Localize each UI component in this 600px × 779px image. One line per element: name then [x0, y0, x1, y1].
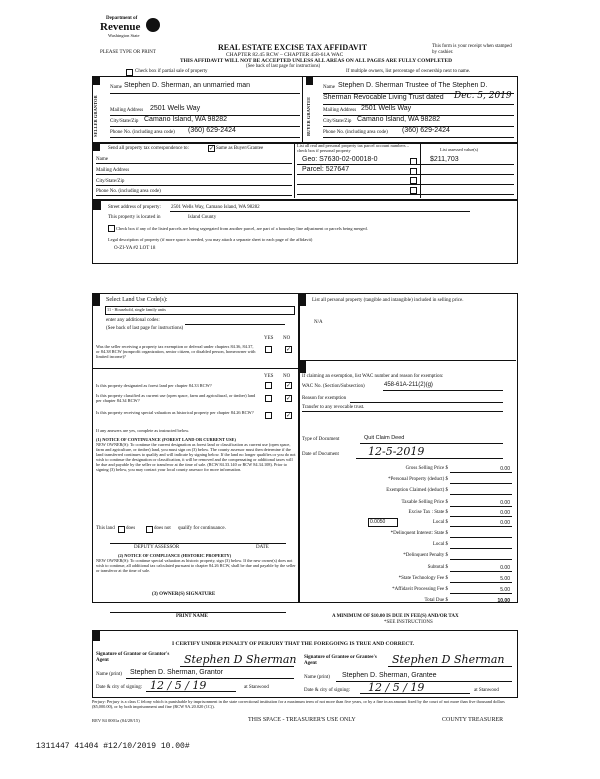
- section-5-marker: [93, 294, 100, 306]
- total-label: Total Due $: [424, 598, 448, 603]
- grantee-signature[interactable]: Stephen D Sherman: [392, 653, 505, 666]
- seller-buyer-divider: [302, 77, 303, 142]
- parcel-line-1: [297, 164, 514, 165]
- q-forest-no[interactable]: ✓: [286, 382, 292, 389]
- buyer-name-label: Name: [323, 85, 335, 90]
- grantor-signature[interactable]: Stephen D Sherman: [184, 653, 297, 666]
- seller-mailing-label: Mailing Address: [110, 108, 144, 113]
- reason-label: Reason for exemption: [302, 396, 347, 401]
- q-forest: Is this property designated as forest land per chapter 84.33 RCW?: [96, 383, 212, 388]
- same-as-buyer-checkbox[interactable]: ✓: [209, 145, 215, 152]
- enter-additional-label: enter any additional codes:: [106, 318, 160, 323]
- corr-city-line: [96, 185, 292, 186]
- grantee-name-label: Name (print): [304, 675, 330, 680]
- owner-signature-label: (3) OWNER(S) SIGNATURE: [152, 592, 216, 597]
- local-line: [450, 526, 512, 527]
- corr-phone-line: [96, 195, 292, 196]
- doc-date-value[interactable]: 12-5-2019: [368, 445, 425, 458]
- grantor-date-line: [146, 691, 236, 692]
- gross-value[interactable]: 0.00: [500, 466, 510, 472]
- gross-line: [450, 472, 512, 473]
- no-header-1: NO: [283, 336, 291, 341]
- subtotal-label: Subtotal $: [427, 565, 448, 570]
- seller-mailing[interactable]: 2501 Wells Way: [150, 105, 201, 112]
- seller-side-label: SELLER GRANTOR: [93, 95, 98, 137]
- buyer-name-line1[interactable]: Stephen D. Sherman Trustee of The Stephen D.: [338, 82, 488, 89]
- grantor-name[interactable]: Stephen D. Sherman, Grantor: [130, 669, 223, 676]
- personal-property-label: List all personal property (tangible and intangible) included in selling price.: [312, 298, 464, 303]
- parcel-line-4: [297, 194, 514, 195]
- q-exemption-yes[interactable]: [265, 346, 272, 353]
- buyer-name-date[interactable]: Dec. 5, 2019: [454, 91, 512, 101]
- q-current-use: Is this property classified as current use (open space, farm and agricultural, or timber) land per chapter 84.34 RCW?: [96, 393, 256, 404]
- corr-name-label: Name: [96, 157, 108, 162]
- delinq-penalty-line: [450, 559, 512, 560]
- exemption-deduct-label: Exemption Claimed (deduct) $: [386, 488, 448, 493]
- buyer-phone-line: [323, 137, 514, 138]
- deputy-date-label: DATE: [256, 545, 269, 550]
- delinq-local-label: Local $: [432, 542, 448, 547]
- subtotal-line: [450, 571, 512, 572]
- section-7-marker: [299, 361, 306, 373]
- multiple-owners-note: If multiple owners, list percentage of ownership next to name.: [346, 69, 471, 74]
- q-historical-no[interactable]: ✓: [286, 412, 292, 419]
- seller-name[interactable]: Stephen D. Sherman, an unmarried man: [124, 82, 251, 89]
- taxable-label: Taxable Selling Price $: [401, 500, 448, 505]
- form-see-back: (See back of last page for instructions): [246, 64, 321, 69]
- local-label: Local $: [432, 520, 448, 525]
- receipt-note: This form is your receipt when stamped by cashier.: [432, 44, 512, 55]
- q-current-use-yes[interactable]: [265, 395, 272, 402]
- grantee-date[interactable]: 12 / 5 / 19: [368, 681, 425, 694]
- corr-mailing-label: Mailing Address: [96, 168, 130, 173]
- parcel-assessed-divider: [420, 142, 421, 198]
- corr-name-line: [96, 163, 292, 164]
- treasurer-use: THIS SPACE - TREASURER'S USE ONLY: [248, 717, 356, 723]
- notice2-body: NEW OWNER(S): To continue special valuation as historic property, sign (3) below. If the new owner(s) does not wish to continue, all additional tax calculated pursuant to chapter 84.26 RCW, shall be due and payable by the seller or transferor at the time of sale.: [96, 558, 296, 573]
- seller-city-label: City/State/Zip: [110, 119, 139, 124]
- doc-type-line: [360, 443, 503, 444]
- deputy-assessor-line: [110, 543, 286, 544]
- personal-property-value[interactable]: N/A: [314, 320, 323, 325]
- parcel-4-personal-checkbox[interactable]: [410, 187, 417, 194]
- q-exemption-no[interactable]: ✓: [286, 346, 292, 353]
- this-land-label: This land: [96, 526, 115, 531]
- segregated-label: Check box if any of the listed parcels are being segregated from another parcel, are part of a boundary line adjustment or parcels being merged.: [116, 226, 368, 231]
- seller-city[interactable]: Camano Island, WA 98282: [144, 116, 228, 123]
- grantor-name-label: Name (print): [96, 672, 122, 677]
- grantor-sig-label: Signature of Grantor or Grantor's Agent: [96, 652, 170, 663]
- seller-phone-line: [110, 137, 300, 138]
- seller-name-label: Name: [110, 85, 122, 90]
- parcel-line-2: [297, 174, 514, 175]
- legal-value[interactable]: O-ZI-YA #2 LOT 18: [114, 246, 156, 251]
- q-historical-yes[interactable]: [265, 412, 272, 419]
- section-3-marker: [93, 143, 100, 151]
- street-line: [170, 211, 470, 212]
- land-does-label: does: [126, 526, 136, 531]
- dept-line1: Department of: [106, 16, 138, 21]
- no-header-2: NO: [283, 374, 291, 379]
- yes-header-2: YES: [264, 374, 274, 379]
- street-value[interactable]: 2501 Wells Way, Camano Island, WA 98282: [171, 205, 260, 210]
- personal-deduct-label: *Personal Property (deduct) $: [388, 477, 448, 482]
- wac-label: WAC No. (Section/Subsection): [302, 384, 365, 389]
- grantor-date[interactable]: 12 / 5 / 19: [150, 679, 207, 692]
- see-instructions: *SEE INSTRUCTIONS: [384, 620, 433, 625]
- reason-value[interactable]: Transfer to any revocable trust.: [302, 405, 365, 410]
- select-land-use-label: Select Land Use Code(s):: [106, 297, 168, 303]
- personal-property-rule: [299, 360, 516, 361]
- revenue-logo: [100, 16, 162, 42]
- excise-state-line: [450, 516, 512, 517]
- taxable-line: [450, 506, 512, 507]
- taxable-value[interactable]: 0.00: [500, 500, 510, 506]
- form-title: REAL ESTATE EXCISE TAX AFFIDAVIT: [218, 43, 368, 52]
- revenue-logo-mark: [146, 18, 160, 32]
- partial-sale-label: Check box if partial sale of property: [135, 69, 208, 74]
- grantee-name[interactable]: Stephen D. Sherman, Grantee: [342, 672, 437, 679]
- notice1-body: NEW OWNER(S): To continue the current designation as forest land or classification as current use (open space, farm and agriculture, or timber) land, you must sign on (3) below. The county assessor must then determine if the land transferred continues to qualify and will indicate by signing below. If the land no longer qualifies or you do not wish to continue the designation or classification, it will be removed and the compensating or additional taxes will be due and payable by the seller or transferor at the time of sale. (RCW 84.33.140 or RCW 84.34.108). Prior to signing (3) below, you may contact your local county assessor for more information.: [96, 442, 296, 472]
- land-does-checkbox[interactable]: [118, 526, 125, 533]
- county-treasurer: COUNTY TREASURER: [442, 717, 504, 723]
- seller-name-line: [110, 93, 300, 94]
- total-value[interactable]: 10.00: [497, 598, 510, 604]
- grantee-city[interactable]: at Stanwood: [474, 688, 499, 693]
- section-2-marker: [306, 77, 313, 85]
- deputy-assessor-label: DEPUTY ASSESSOR: [134, 545, 180, 550]
- located-value[interactable]: Island County: [188, 215, 217, 220]
- buyer-phone[interactable]: (360) 629-2424: [402, 127, 450, 134]
- buyer-side-label: BUYER GRANTEE: [306, 96, 311, 136]
- grantor-date-label: Date & city of signing:: [96, 685, 143, 690]
- grantee-date-label: Date & city of signing:: [304, 688, 351, 693]
- corr-city-label: City/State/Zip: [96, 179, 125, 184]
- q-current-use-no[interactable]: ✓: [286, 395, 292, 402]
- rev-number: REV 84 0001a (04/28/15): [92, 718, 140, 723]
- land-does-not-label: does not: [154, 526, 171, 531]
- q-historical: Is this property receiving special valuation as historical property per chapter 84.26 RCW?: [96, 410, 254, 415]
- section-1-marker: [93, 77, 100, 85]
- assessed-header: List assessed value(s): [440, 147, 479, 152]
- qualify-label: qualify for continuance.: [178, 526, 226, 531]
- section-6-marker: [299, 294, 306, 306]
- located-label: This property is located in: [108, 215, 161, 220]
- form-chapter: CHAPTER 82.45 RCW – CHAPTER 458-61A WAC: [226, 52, 344, 58]
- wac-line: [383, 390, 503, 391]
- grantee-sig-line: [388, 666, 512, 667]
- local-value[interactable]: 0.00: [500, 520, 510, 526]
- print-name-line: [110, 612, 286, 613]
- doc-date-label: Date of Document: [302, 452, 339, 457]
- land-use-see-back: (See back of last page for instructions): [106, 326, 184, 331]
- yes-header-1: YES: [264, 336, 274, 341]
- exemption-deduct-line: [450, 494, 512, 495]
- seller-phone-label: Phone No. (including area code): [110, 130, 175, 135]
- doc-type-label: Type of Document: [302, 437, 340, 442]
- same-as-buyer-label: Same as Buyer/Grantee: [216, 146, 264, 151]
- grantor-sig-line: [180, 666, 294, 667]
- buyer-name-line2-rule: [323, 104, 514, 105]
- parcel-header: List all real and personal property tax parcel account numbers – check box if personal property: [297, 143, 409, 154]
- excise-state-value[interactable]: 0.00: [500, 510, 510, 516]
- partial-sale-checkbox[interactable]: [126, 69, 133, 76]
- buyer-mailing[interactable]: 2501 Wells Way: [361, 105, 412, 112]
- send-correspondence-label: Send all property tax correspondence to:: [108, 146, 189, 151]
- grantee-sig-label: Signature of Grantee or Grantee's Agent: [304, 655, 377, 666]
- parcel-line-3: [297, 184, 514, 185]
- recording-stamp: 1311447 41404 #12/10/2019 10.00#: [36, 742, 190, 751]
- corr-phone-label: Phone No. (including area code): [96, 189, 161, 194]
- subtotal-value[interactable]: 0.00: [500, 565, 510, 571]
- parcel-2[interactable]: Parcel: 527647: [302, 166, 350, 173]
- affidavit-fee-value[interactable]: 5.00: [500, 587, 510, 593]
- grantee-date-line: [360, 693, 470, 694]
- delinq-penalty-label: *Delinquent Penalty $: [403, 553, 448, 558]
- delinq-interest-label: *Delinquent Interest: State $: [390, 531, 448, 536]
- doc-date-line: [356, 458, 503, 459]
- segregated-checkbox[interactable]: [108, 225, 115, 232]
- local-rate[interactable]: 0.0050: [370, 519, 386, 525]
- additional-codes-line: [185, 324, 285, 325]
- tech-fee-line: [450, 582, 512, 583]
- excise-state-label: Excise Tax : State $: [408, 510, 448, 515]
- notice1-title: (1) NOTICE OF CONTINUANCE (FOREST LAND OR CURRENT USE): [96, 437, 236, 442]
- assessed-1[interactable]: $211,703: [430, 156, 459, 163]
- q-forest-yes[interactable]: [265, 382, 272, 389]
- delinq-local-line: [450, 548, 512, 549]
- section-8-marker: [93, 631, 100, 641]
- gross-label: Gross Selling Price $: [405, 466, 448, 471]
- buyer-city[interactable]: Camano Island, WA 98282: [357, 116, 441, 123]
- notice2-title: (2) NOTICE OF COMPLIANCE (HISTORIC PROPERTY): [118, 553, 232, 558]
- corr-mailing-line: [96, 174, 292, 175]
- certify-statement: I CERTIFY UNDER PENALTY OF PERJURY THAT THE FOREGOING IS TRUE AND CORRECT.: [172, 641, 415, 647]
- land-use-rule: [93, 368, 299, 369]
- land-use-code[interactable]: 11 - Household, single family units: [107, 307, 166, 312]
- street-label: Street address of property:: [108, 205, 161, 210]
- dept-line2: Revenue: [100, 21, 141, 33]
- form-warning: THIS AFFIDAVIT WILL NOT BE ACCEPTED UNLESS ALL AREAS ON ALL PAGES ARE FULLY COMPLETED: [180, 58, 453, 64]
- section-4-marker: [93, 201, 101, 210]
- reason-line-2: [302, 411, 503, 412]
- buyer-phone-label: Phone No. (including area code): [323, 130, 388, 135]
- parcel-3-personal-checkbox[interactable]: [410, 177, 417, 184]
- legal-label: Legal description of property (if more space is needed, you may attach a separate sheet to each page of the affidavit): [108, 237, 313, 242]
- parcel-1[interactable]: Geo: S7630-02-00018-0: [302, 156, 378, 163]
- exemption-claim-label: If claiming an exemption, list WAC number and reason for exemption:: [302, 374, 444, 379]
- if-yes-note: If any answers are yes, complete as instructed below.: [96, 428, 190, 433]
- buyer-name-line2[interactable]: Sherman Revocable Living Trust dated: [323, 94, 444, 101]
- affidavit-fee-line: [450, 593, 512, 594]
- delinq-interest-line: [450, 537, 512, 538]
- tech-fee-label: *State Technology Fee $: [398, 576, 448, 581]
- perjury-note: Perjury: Perjury is a class C felony which is punishable by imprisonment in the state correctional institution for a maximum term of not more than five years, or by a fine in an amount fixed by the court of not more than five thousand dollars ($5,000.00), or by both imprisonment and fine (RCW 9A.20.020 (1C)).: [92, 699, 505, 709]
- seller-phone[interactable]: (360) 629-2424: [188, 127, 236, 134]
- corr-parcel-divider: [294, 142, 295, 198]
- wac-value[interactable]: 458-61A-211(2)(g): [384, 382, 433, 388]
- reason-line: [350, 402, 503, 403]
- print-name-label: PRINT NAME: [176, 614, 208, 619]
- tech-fee-value[interactable]: 5.00: [500, 576, 510, 582]
- doc-type-value[interactable]: Quit Claim Deed: [364, 435, 405, 441]
- please-type: PLEASE TYPE OR PRINT: [100, 50, 156, 55]
- q-exemption: Was the seller receiving a property tax exemption or deferral under chapters 84.36, 84.37, or 84.38 RCW (nonprofit organization, senior citizen, or disabled person, homeowner with limited income)?: [96, 344, 256, 360]
- grantor-city[interactable]: at Stanwood: [244, 685, 269, 690]
- minimum-note: A MINIMUM OF $10.00 IS DUE IN FEE(S) AND/OR TAX: [332, 614, 459, 619]
- buyer-city-label: City/State/Zip: [323, 119, 352, 124]
- personal-deduct-line: [450, 483, 512, 484]
- affidavit-fee-label: *Affidavit Processing Fee $: [392, 587, 448, 592]
- dept-line3: Washington State: [108, 33, 140, 38]
- buyer-mailing-label: Mailing Address: [323, 108, 357, 113]
- land-does-not-checkbox[interactable]: [146, 526, 153, 533]
